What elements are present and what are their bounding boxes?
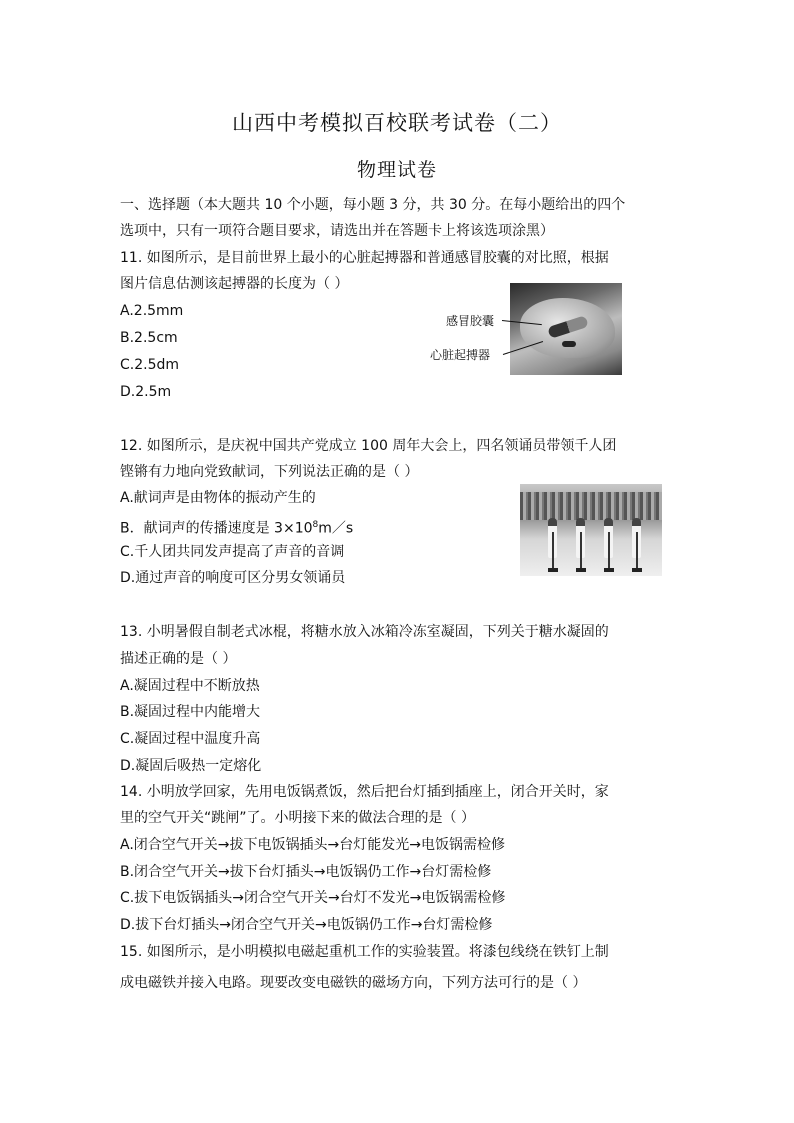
q11-label-capsule: 感冒胶囊 xyxy=(446,314,495,328)
q14-stem-line-1: 14. 小明放学回家，先用电饭锅煮饭，然后把台灯插到插座上，闭合开关时，家 xyxy=(120,784,609,800)
mic-base xyxy=(576,568,586,572)
q12-stem-line-1: 12. 如图所示，是庆祝中国共产党成立 100 周年大会上，四名领诵员带领千人团 xyxy=(120,438,617,454)
section-instruction-line-2: 选项中，只有一项符合题目要求，请选出并在答题卡上将该选项涂黑） xyxy=(120,223,554,239)
exam-subtitle: 物理试卷 xyxy=(356,159,437,181)
q12-option-a: A.献词声是由物体的振动产生的 xyxy=(120,490,316,506)
mic-stand xyxy=(552,532,554,570)
mic-base xyxy=(632,568,642,572)
section-instruction-line-1: 一、选择题（本大题共 10 个小题，每小题 3 分，共 30 分。在每小题给出的四个 xyxy=(120,197,626,213)
q14-option-c: C.拔下电饭锅插头→闭合空气开关→台灯不发光→电饭锅需检修 xyxy=(120,890,506,906)
q14-option-a: A.闭合空气开关→拔下电饭锅插头→台灯能发光→电饭锅需检修 xyxy=(120,837,505,853)
q13-stem-line-1: 13. 小明暑假自制老式冰棍，将糖水放入冰箱冷冻室凝固，下列关于糖水凝固的 xyxy=(120,624,609,640)
q15-stem-line-1: 15. 如图所示，是小明模拟电磁起重机工作的实验装置。将漆包线绕在铁钉上制 xyxy=(120,944,609,960)
q13-option-c: C.凝固过程中温度升高 xyxy=(120,731,261,747)
q11-stem-line-2: 图片信息估测该起搏器的长度为（ ） xyxy=(120,276,349,292)
q11-label-pacemaker: 心脏起搏器 xyxy=(430,348,491,362)
q13-option-d: D.凝固后吸热一定熔化 xyxy=(120,758,262,774)
q12-option-b xyxy=(120,515,353,539)
q12-option-b-text: B．献词声的传播速度是 3×10 xyxy=(120,520,313,537)
q12-option-b-unit: m／s xyxy=(318,520,354,537)
q13-stem-line-2: 描述正确的是（ ） xyxy=(120,651,237,667)
mic-base xyxy=(548,568,558,572)
q11-option-d: D.2.5m xyxy=(120,384,172,400)
q13-option-b: B.凝固过程中内能增大 xyxy=(120,704,261,720)
q11-option-b: B.2.5cm xyxy=(120,330,178,346)
mic-stand xyxy=(580,532,582,570)
pacemaker-shape xyxy=(562,341,576,347)
q11-figure-photo xyxy=(510,283,622,375)
q14-stem-line-2: 里的空气开关“跳闸”了。小明接下来的做法合理的是（ ） xyxy=(120,810,475,826)
q11-stem-line-1: 11. 如图所示，是目前世界上最小的心脏起搏器和普通感冒胶囊的对比照，根据 xyxy=(120,250,609,266)
mic-stand xyxy=(608,532,610,570)
q12-option-c: C.千人团共同发声提高了声音的音调 xyxy=(120,544,345,560)
q11-option-a: A.2.5mm xyxy=(120,303,184,319)
q14-option-d: D.拔下台灯插头→闭合空气开关→电饭锅仍工作→台灯需检修 xyxy=(120,917,493,933)
q12-option-b-exponent: 8 xyxy=(312,520,319,530)
exam-title: 山西中考模拟百校联考试卷（二） xyxy=(232,111,562,135)
mic-stand xyxy=(636,532,638,570)
q12-option-d: D.通过声音的响度可区分男女领诵员 xyxy=(120,570,346,586)
q15-stem-line-2: 成电磁铁并接入电路。现要改变电磁铁的磁场方向，下列方法可行的是（ ） xyxy=(120,975,587,991)
q13-option-a: A.凝固过程中不断放热 xyxy=(120,678,260,694)
crowd-background xyxy=(520,492,662,520)
q14-option-b: B.闭合空气开关→拔下台灯插头→电饭锅仍工作→台灯需检修 xyxy=(120,864,492,880)
q12-stem-line-2: 铿锵有力地向党致献词，下列说法正确的是（ ） xyxy=(120,464,419,480)
mic-base xyxy=(604,568,614,572)
q11-option-c: C.2.5dm xyxy=(120,357,180,373)
q12-figure-photo xyxy=(520,484,662,576)
